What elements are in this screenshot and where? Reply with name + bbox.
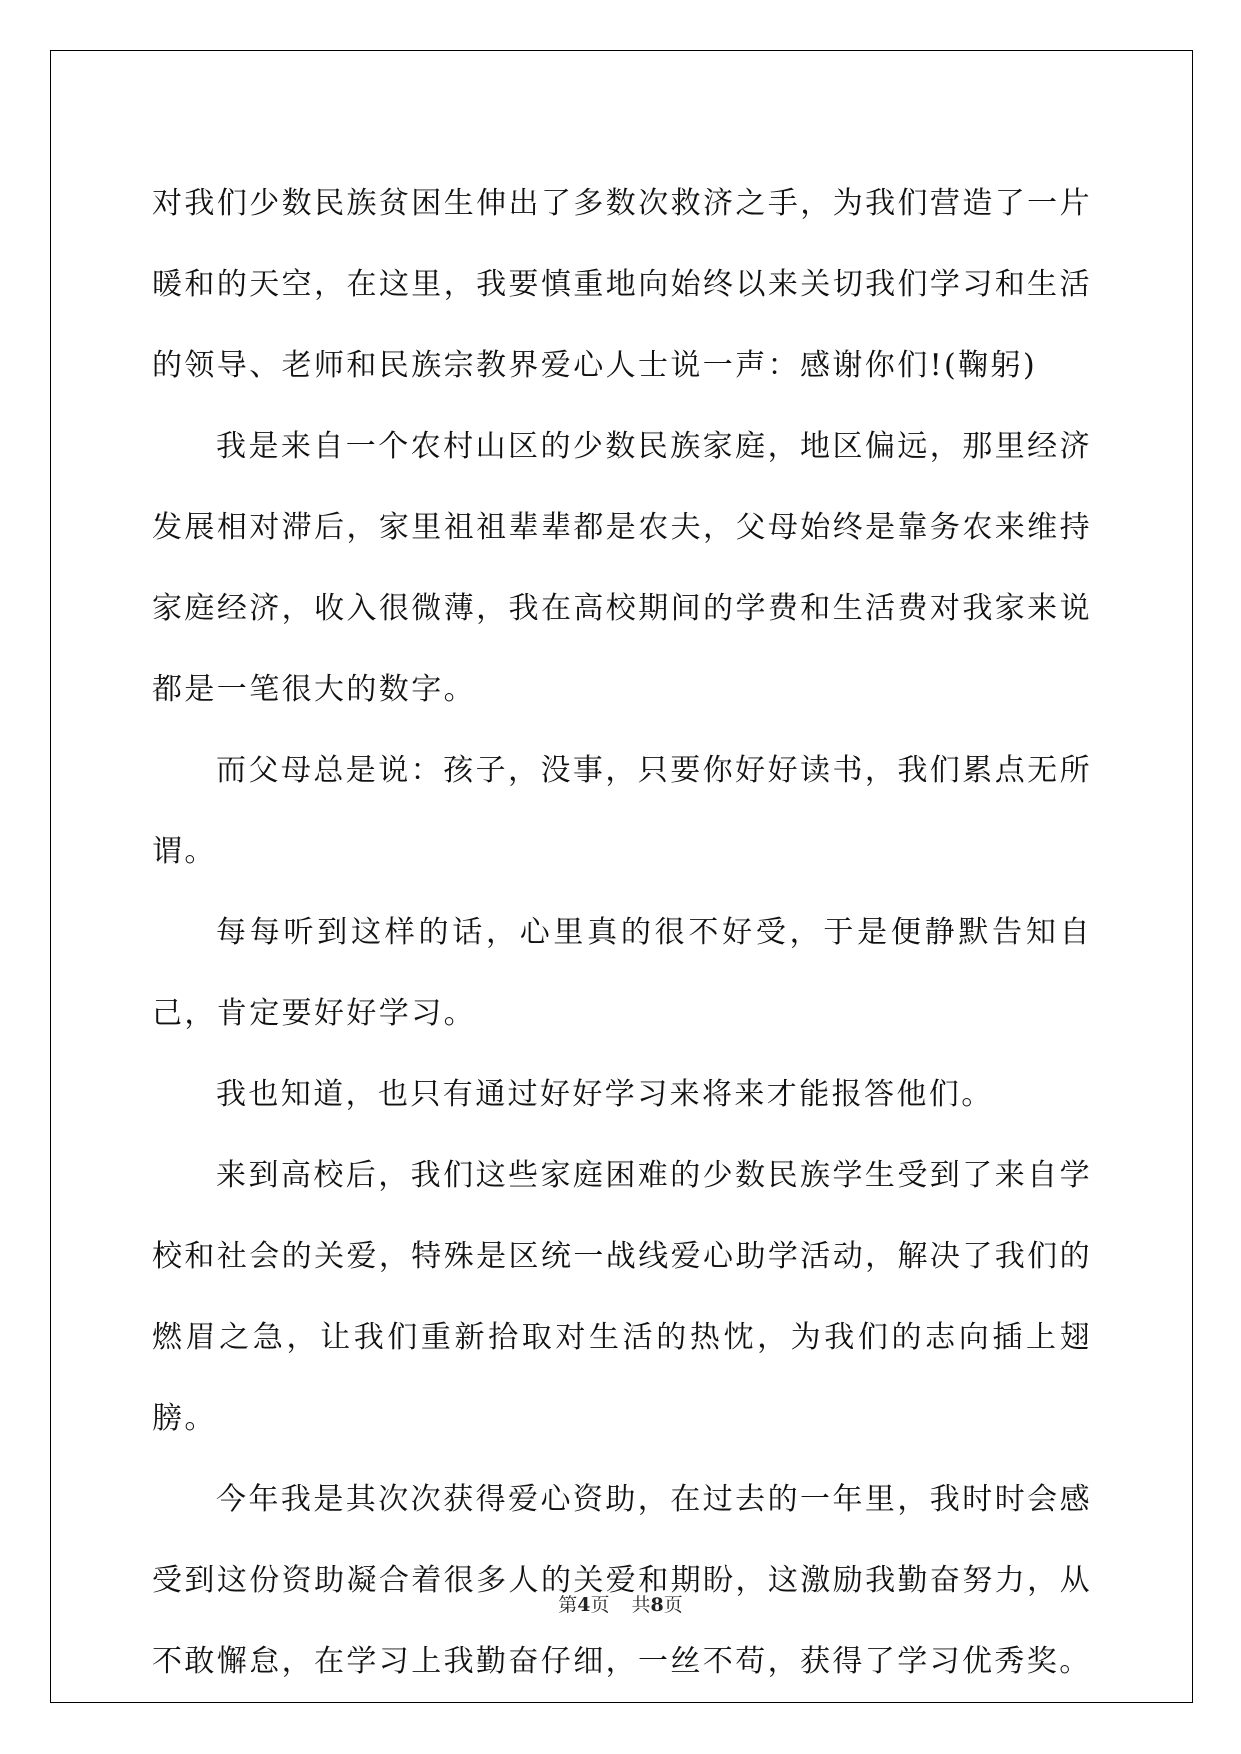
page-total: 8 <box>650 1594 664 1616</box>
document-body <box>152 163 1092 1702</box>
paragraph-4: 每每听到这样的话，心里真的很不好受，于是便静默告知自己，肯定要好好学习。 <box>152 915 1092 1031</box>
paragraph-5: 我也知道，也只有通过好好学习来将来才能报答他们。 <box>216 1077 994 1112</box>
total-suffix: 页 <box>663 1594 683 1616</box>
total-prefix: 共 <box>631 1594 651 1616</box>
paragraph-2: 我是来自一个农村山区的少数民族家庭，地区偏远，那里经济发展相对滞后，家里祖祖辈辈都是农夫，父母始终是靠务农来维持家庭经济，收入很微薄，我在高校期间的学费和生活费对我家来说都是一笔很大的数字。 <box>152 429 1092 707</box>
paragraph-3: 而父母总是说：孩子，没事，只要你好好读书，我们累点无所谓。 <box>152 753 1092 869</box>
paragraph-1: 对我们少数民族贫困生伸出了多数次救济之手，为我们营造了一片暖和的天空，在这里，我要慎重地向始终以来关切我们学习和生活的领导、老师和民族宗教界爱心人士说一声：感谢你们!(鞠躬) <box>152 186 1092 383</box>
page-suffix: 页 <box>590 1594 610 1616</box>
paragraph-6: 来到高校后，我们这些家庭困难的少数民族学生受到了来自学校和社会的关爱，特殊是区统一战线爱心助学活动，解决了我们的燃眉之急，让我们重新拾取对生活的热忱，为我们的志向插上翅膀。 <box>152 1158 1092 1436</box>
page-current: 4 <box>577 1594 591 1616</box>
page-prefix: 第 <box>558 1594 578 1616</box>
paragraph-7: 今年我是其次次获得爱心资助，在过去的一年里，我时时会感受到这份资助凝合着很多人的关爱和期盼，这激励我勤奋努力，从不敢懈怠，在学习上我勤奋仔细，一丝不苟，获得了学习优秀奖。 <box>152 1482 1092 1679</box>
page-footer <box>0 1590 1241 1617</box>
